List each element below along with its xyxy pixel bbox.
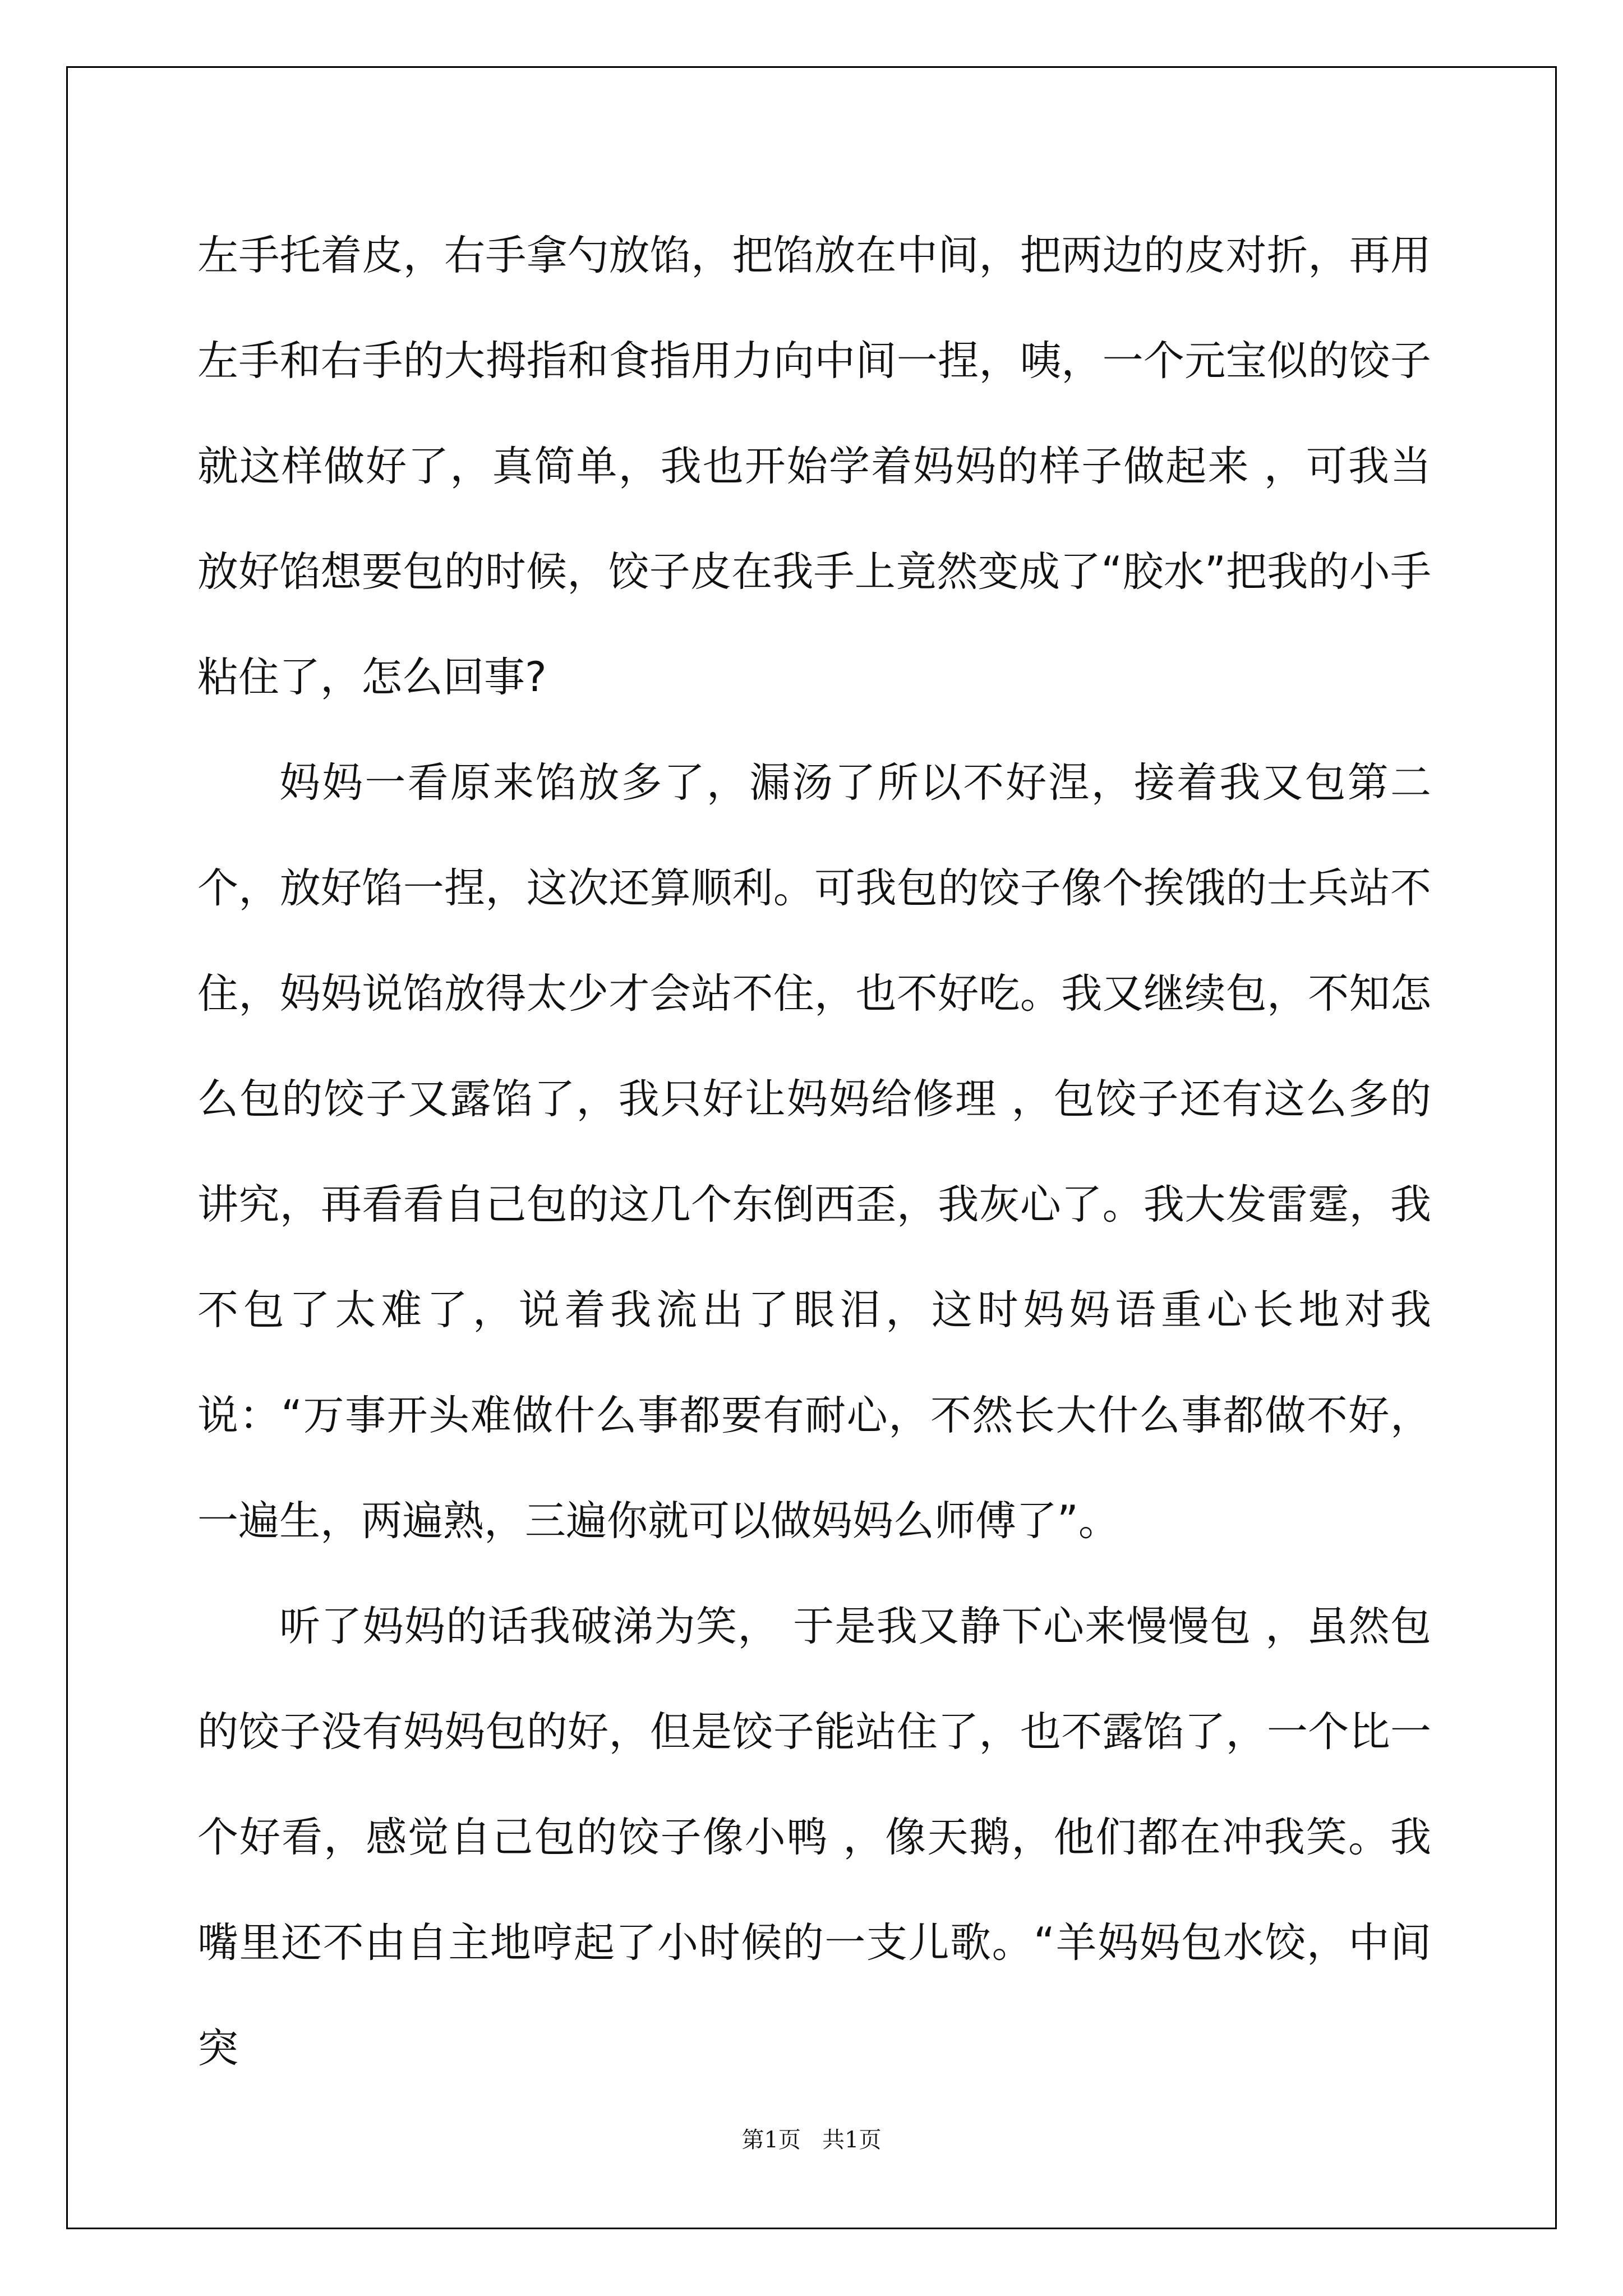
- paragraph-2: 妈妈一看原来馅放多了，漏汤了所以不好涅，接着我又包第二个，放好馅一捏，这次还算顺利。可我包的饺子像个挨饿的士兵站不住，妈妈说馅放得太少才会站不住，也不好吃。我又继续包，不知怎么包的饺子又露馅了，我只好让妈妈给修理 ，包饺子还有这么多的讲究，再看看自己包的这几个东倒西歪，我灰心了。我大发雷霆，我不包了太难了，说着我流出了眼泪，这时妈妈语重心长地对我说：“万事开头难做什么事都要有耐心，不然长大什么事都做不好，一遍生，两遍熟，三遍你就可以做妈妈么师傅了”。: [197, 759, 1431, 1545]
- paragraph-3: 听了妈妈的话我破涕为笑， 于是我又静下心来慢慢包 ，虽然包的饺子没有妈妈包的好，但是饺子能站住了，也不露馅了，一个比一个好看，感觉自己包的饺子像小鸭 ，像天鹅，他们都在冲我笑。我嘴里还不由自主地哼起了小时候的一支儿歌。“羊妈妈包水饺，中间突: [197, 1603, 1431, 2072]
- page-number-footer: 第1页 共1页: [741, 2127, 882, 2153]
- paragraph-1: 左手托着皮，右手拿勺放馅，把馅放在中间，把两边的皮对折，再用左手和右手的大拇指和食指用力向中间一捏，咦，一个元宝似的饺子就这样做好了，真简单，我也开始学着妈妈的样子做起来 ，可我当放好馅想要包的时候，饺子皮在我手上竟然变成了“胶水”把我的小手粘住了，怎么回事?: [197, 232, 1431, 701]
- document-body: [197, 203, 1431, 2101]
